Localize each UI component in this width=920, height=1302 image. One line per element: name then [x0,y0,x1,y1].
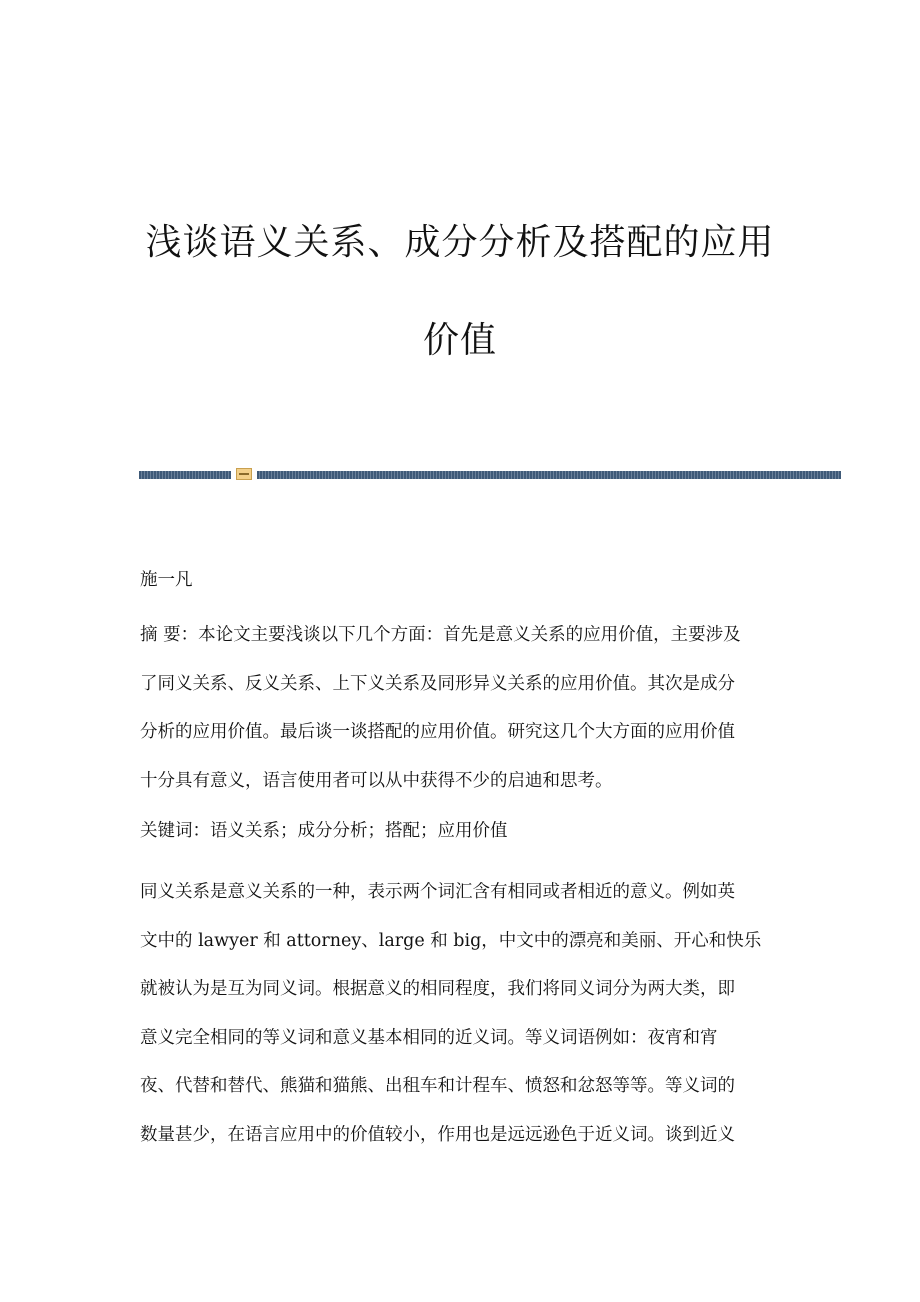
body-paragraph [140,868,780,1159]
document-title-line-1: 浅谈语义关系、成分分析及搭配的应用 [145,222,775,263]
body-text-line-2: 文中的 lawyer 和 attorney、large 和 big，中文中的漂亮和美丽、开心和快乐 [140,930,762,951]
abstract-paragraph [140,611,780,805]
author-name: 施一凡 [140,570,193,590]
abstract-label: 摘 要： [140,625,199,645]
body-text-line-5: 夜、代替和替代、熊猫和猫熊、出租车和计程车、愤怒和忿怒等等。等义词的 [140,1076,735,1096]
divider-emblem-icon [236,468,252,480]
keywords-text: 语义关系；成分分析；搭配；应用价值 [210,821,508,841]
abstract-line [140,611,780,660]
divider-bar-left [139,471,231,479]
abstract-text-line-4: 十分具有意义，语言使用者可以从中获得不少的启迪和思考。 [140,770,613,791]
abstract-text-line-3: 分析的应用价值。最后谈一谈搭配的应用价值。研究这几个大方面的应用价值 [140,722,735,742]
keywords-label: 关键词： [140,821,210,841]
body-text-line-3: 就被认为是互为同义词。根据意义的相同程度，我们将同义词分为两大类，即 [140,979,735,999]
body-text-line-4: 意义完全相同的等义词和意义基本相同的近义词。等义词语例如：夜宵和宵 [140,1027,718,1048]
keywords-line [140,807,780,856]
document-title-line-2: 价值 [422,320,497,361]
abstract-text-line-1: 本论文主要浅谈以下几个方面：首先是意义关系的应用价值，主要涉及 [198,625,741,645]
title-divider [139,471,841,479]
body-text-line-6: 数量甚少，在语言应用中的价值较小，作用也是远远逊色于近义词。谈到近义 [140,1124,735,1145]
abstract-text-line-2: 了同义关系、反义关系、上下义关系及同形异义关系的应用价值。其次是成分 [140,673,735,694]
body-text-line-1: 同义关系是意义关系的一种，表示两个词汇含有相同或者相近的意义。例如英 [140,882,735,902]
divider-bar-right [257,471,841,479]
